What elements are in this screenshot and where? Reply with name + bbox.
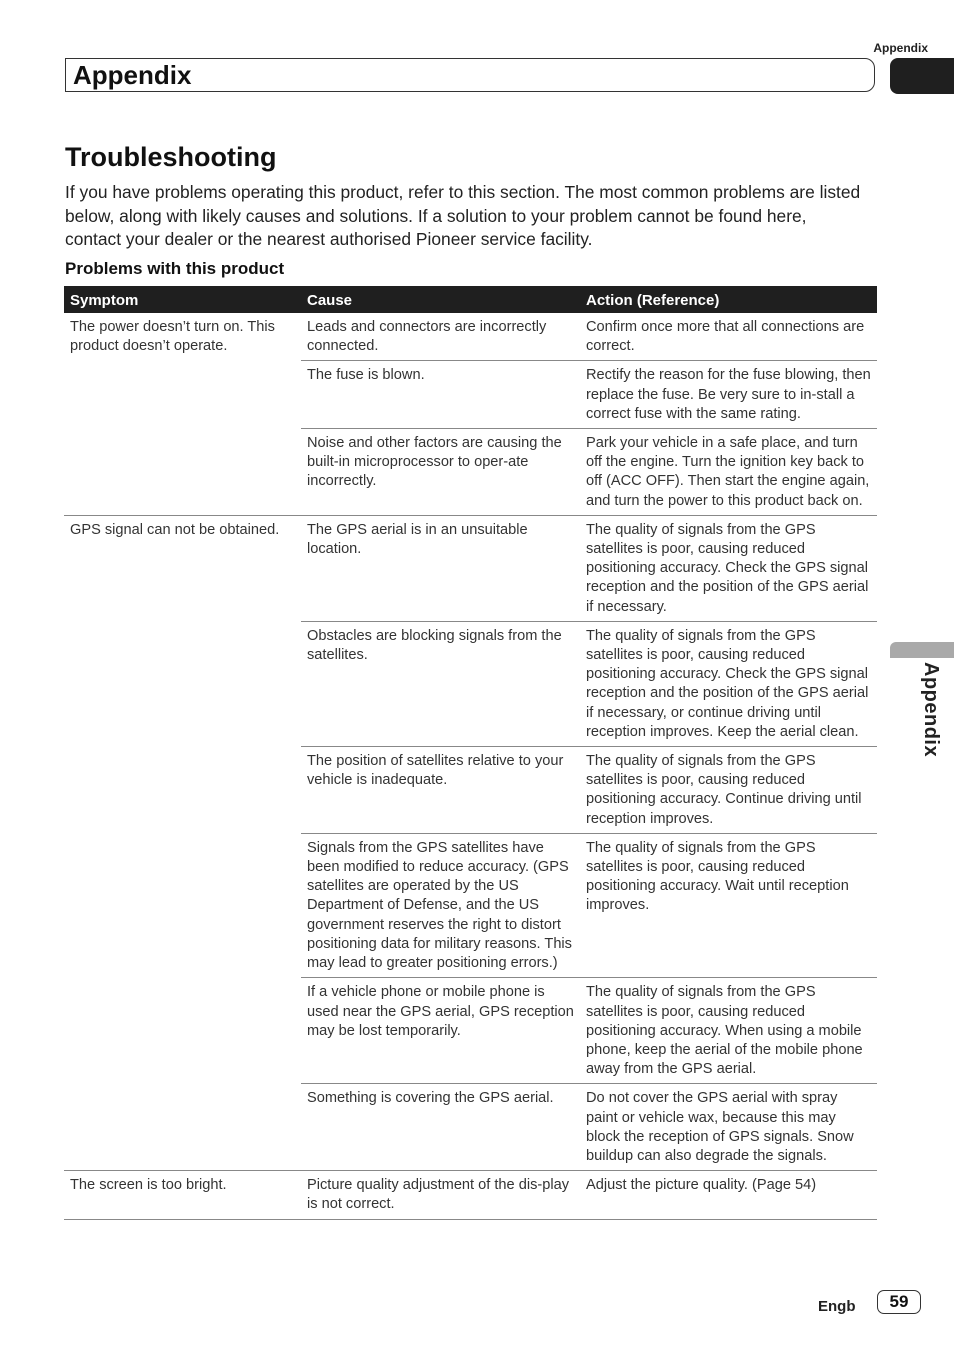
table-row: [64, 1171, 877, 1219]
section-title: Appendix: [73, 60, 192, 90]
header-action: Action (Reference): [580, 286, 877, 313]
action-cell: Rectify the reason for the fuse blowing, then replace the fuse. Be very sure to in-stall a correct fuse with the same rating.: [580, 361, 877, 429]
section-tab-marker: [890, 58, 954, 94]
cause-cell: Noise and other factors are causing the built-in microprocessor to oper-ate incorrectly.: [301, 429, 580, 516]
subheading: Problems with this product: [65, 259, 285, 278]
action-cell: The quality of signals from the GPS satellites is poor, causing reduced positioning accuracy. Check the GPS signal reception and the position of the GPS aerial if necessary, or continue driving until reception improves. Keep the aerial clean.: [580, 621, 877, 746]
table-row: [64, 515, 877, 621]
section-header-bar: [65, 58, 875, 92]
action-cell: The quality of signals from the GPS satellites is poor, causing reduced positioning accuracy. When using a mobile phone, keep the aerial of the mobile phone away from the GPS aerial.: [580, 978, 877, 1084]
cause-cell: The fuse is blown.: [301, 361, 580, 429]
page-title: Troubleshooting: [65, 142, 277, 172]
symptom-cell: The screen is too bright.: [64, 1171, 301, 1219]
cause-cell: Signals from the GPS satellites have been modified to reduce accuracy. (GPS satellites are operated by the US Department of Defense, and the US government reserves the right to distort positioning data for military reasons. This may lead to greater positioning errors.): [301, 833, 580, 977]
action-cell: The quality of signals from the GPS satellites is poor, causing reduced positioning accuracy. Continue driving until reception improves.: [580, 747, 877, 834]
side-tab-marker: [890, 642, 954, 658]
cause-cell: If a vehicle phone or mobile phone is used near the GPS aerial, GPS reception may be lost temporarily.: [301, 978, 580, 1084]
action-cell: Park your vehicle in a safe place, and turn off the engine. Turn the ignition key back to off (ACC OFF). Then start the engine again, and turn the power to this product back on.: [580, 429, 877, 516]
side-tab-label: Appendix: [920, 662, 942, 758]
troubleshooting-table: [64, 286, 877, 1220]
symptom-cell: The power doesn’t turn on. This product doesn’t operate.: [64, 313, 301, 515]
action-cell: Do not cover the GPS aerial with spray paint or vehicle wax, because this may block the reception of GPS signals. Snow buildup can also degrade the signals.: [580, 1084, 877, 1171]
cause-cell: The GPS aerial is in an unsuitable location.: [301, 515, 580, 621]
table-row: [64, 313, 877, 361]
cause-cell: Picture quality adjustment of the dis-play is not correct.: [301, 1171, 580, 1219]
header-symptom: Symptom: [64, 286, 301, 313]
cause-cell: The position of satellites relative to your vehicle is inadequate.: [301, 747, 580, 834]
symptom-cell: GPS signal can not be obtained.: [64, 515, 301, 1170]
language-code: Engb: [818, 1298, 856, 1315]
table-header-row: [64, 286, 877, 313]
header-cause: Cause: [301, 286, 580, 313]
running-head: Appendix: [873, 41, 928, 55]
page-number: 59: [877, 1290, 921, 1314]
cause-cell: Leads and connectors are incorrectly connected.: [301, 313, 580, 361]
action-cell: The quality of signals from the GPS satellites is poor, causing reduced positioning accuracy. Wait until reception improves.: [580, 833, 877, 977]
intro-paragraph: If you have problems operating this product, refer to this section. The most common problems are listed below, along with likely causes and solutions. If a solution to your problem cannot be found here, contact your dealer or the nearest authorised Pioneer service facility.: [65, 182, 861, 250]
action-cell: Confirm once more that all connections are correct.: [580, 313, 877, 361]
cause-cell: Something is covering the GPS aerial.: [301, 1084, 580, 1171]
action-cell: Adjust the picture quality. (Page 54): [580, 1171, 877, 1219]
cause-cell: Obstacles are blocking signals from the satellites.: [301, 621, 580, 746]
action-cell: The quality of signals from the GPS satellites is poor, causing reduced positioning accuracy. Check the GPS signal reception and the position of the GPS aerial if necessary.: [580, 515, 877, 621]
